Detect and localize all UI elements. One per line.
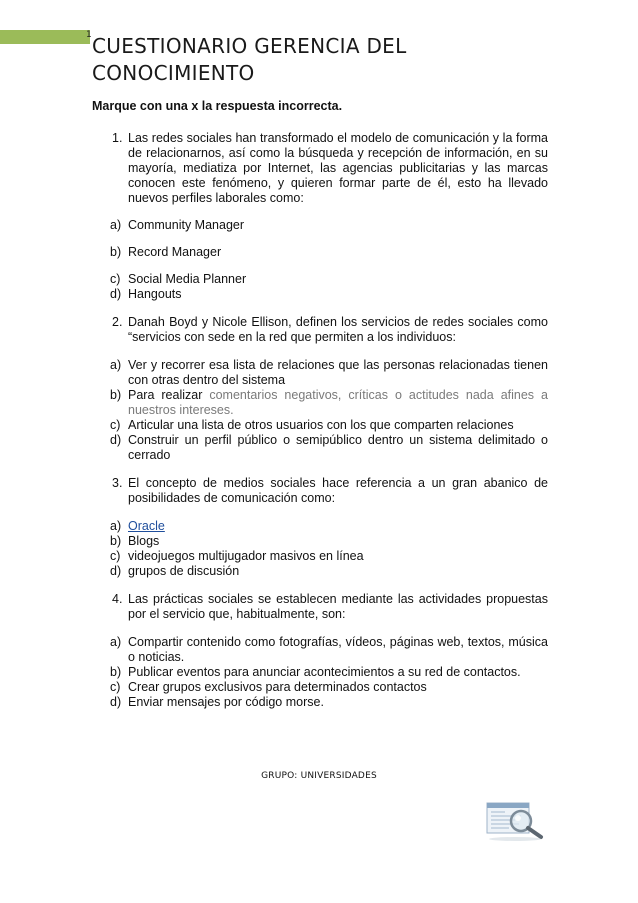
question-text: El concepto de medios sociales hace referencia a un gran abanico de posibilidades de comunicación como: — [128, 476, 548, 505]
option-4a[interactable] — [92, 635, 548, 665]
option-label: a) — [110, 519, 122, 533]
option-text: Articular una lista de otros usuarios con los que comparten relaciones — [128, 418, 514, 432]
oracle-link[interactable]: Oracle — [128, 519, 165, 533]
document-title: CUESTIONARIO GERENCIA DEL CONOCIMIENTO — [92, 34, 407, 85]
option-text: Construir un perfil público o semipúblico dentro un sistema delimitado o cerrado — [128, 433, 548, 462]
page-number: 1 — [86, 30, 92, 40]
option-label: a) — [110, 218, 122, 232]
option-label: a) — [110, 358, 122, 372]
question-4 — [92, 592, 548, 622]
option-text: Compartir contenido como fotografías, vídeos, páginas web, textos, música o noticias. — [128, 635, 548, 664]
option-1d[interactable] — [92, 287, 548, 302]
option-label: d) — [110, 695, 122, 709]
question-number: 1. — [112, 131, 123, 145]
option-3b[interactable] — [92, 534, 548, 549]
option-label: d) — [110, 564, 122, 578]
option-2a[interactable] — [92, 358, 548, 388]
option-4d[interactable] — [92, 695, 548, 710]
option-label: c) — [110, 272, 121, 286]
questionnaire — [92, 131, 548, 710]
option-label: c) — [110, 549, 121, 563]
question-number: 2. — [112, 315, 123, 329]
option-text-muted: comentarios negativos, críticas o actitudes nada afines a nuestros intereses. — [128, 388, 548, 417]
question-number: 3. — [112, 476, 123, 490]
option-3d[interactable] — [92, 564, 548, 579]
instruction-text: Marque con una x la respuesta incorrecta. — [92, 99, 343, 113]
option-label: b) — [110, 245, 122, 259]
option-text: Blogs — [128, 534, 160, 548]
question-text: Danah Boyd y Nicole Ellison, definen los servicios de redes sociales como “servicios con sede en la red que permiten a los individuos: — [128, 315, 548, 344]
option-1c[interactable] — [92, 272, 548, 287]
option-text: Community Manager — [128, 218, 245, 232]
footer-group: GRUPO: UNIVERSIDADES — [261, 771, 377, 781]
option-text: Record Manager — [128, 245, 222, 259]
option-text: Social Media Planner — [128, 272, 247, 286]
option-label: b) — [110, 665, 122, 679]
option-label: b) — [110, 534, 122, 548]
question-text: Las redes sociales han transformado el modelo de comunicación y la forma de relacionarnos, así como la búsqueda y recepción de información, en su mayoría, mediatiza por Internet, las agencias publicitarias y las marcas conocen este fenómeno, y quieren formar parte de él, esto ha llevado nuevos perfiles laborales como: — [128, 131, 548, 205]
option-3c[interactable] — [92, 549, 548, 564]
option-2b[interactable] — [92, 388, 548, 418]
option-2c[interactable] — [92, 418, 548, 433]
option-label: a) — [110, 635, 122, 649]
option-2d[interactable] — [92, 433, 548, 463]
option-label: d) — [110, 287, 122, 301]
magnifier-document-logo — [485, 797, 547, 843]
option-3a[interactable] — [92, 519, 548, 534]
question-3 — [92, 476, 548, 506]
option-text-prefix: Para realizar — [128, 388, 203, 402]
header-accent-bar — [0, 30, 90, 44]
option-label: b) — [110, 388, 122, 402]
option-1a[interactable] — [92, 218, 548, 233]
option-text: Crear grupos exclusivos para determinados contactos — [128, 680, 427, 694]
question-1 — [92, 131, 548, 206]
option-1b[interactable] — [92, 245, 548, 260]
option-4c[interactable] — [92, 680, 548, 695]
option-text: Enviar mensajes por código morse. — [128, 695, 324, 709]
option-label: c) — [110, 680, 121, 694]
option-label: c) — [110, 418, 121, 432]
option-text: videojuegos multijugador masivos en línea — [128, 549, 364, 563]
option-label: d) — [110, 433, 122, 447]
option-text: Publicar eventos para anunciar acontecimientos a su red de contactos. — [128, 665, 521, 679]
option-text: Ver y recorrer esa lista de relaciones que las personas relacionadas tienen con otras dentro del sistema — [128, 358, 548, 387]
option-text: Hangouts — [128, 287, 182, 301]
question-number: 4. — [112, 592, 123, 606]
option-4b[interactable] — [92, 665, 548, 680]
question-2 — [92, 315, 548, 345]
question-text: Las prácticas sociales se establecen mediante las actividades propuestas por el servicio que, habitualmente, son: — [128, 592, 548, 621]
option-text: grupos de discusión — [128, 564, 240, 578]
